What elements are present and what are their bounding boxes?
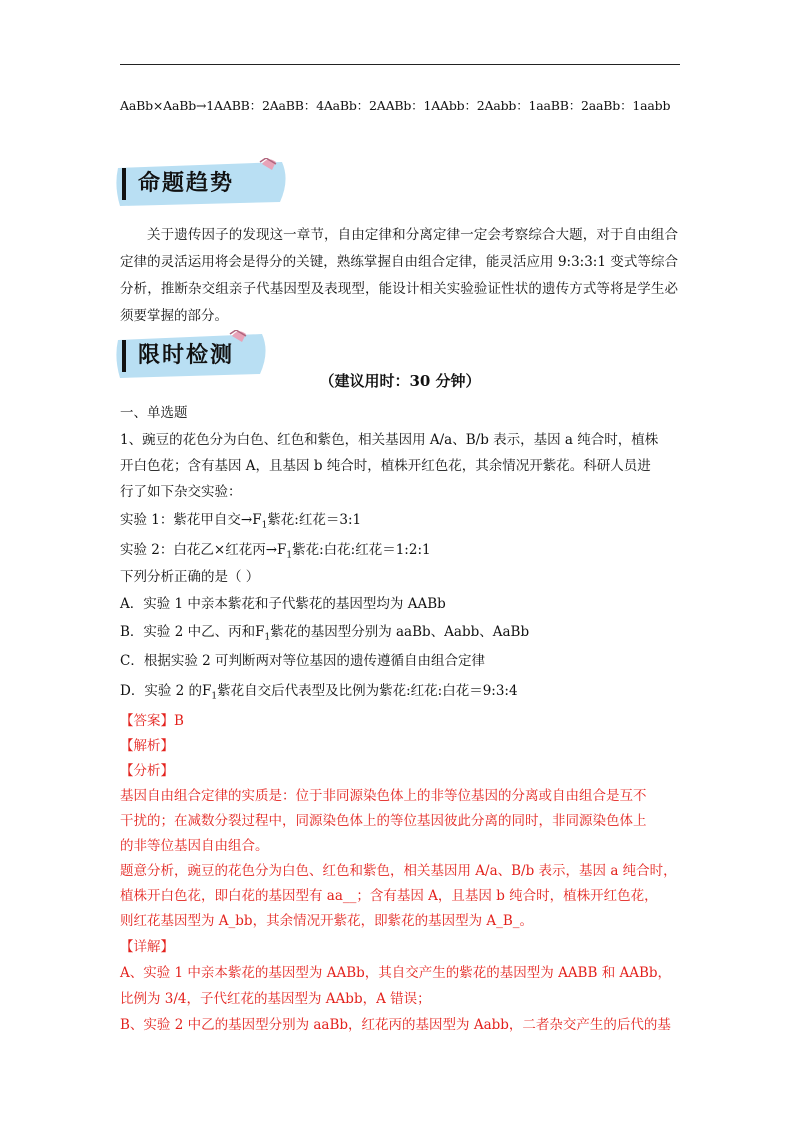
fenxi-label: 【分析】 — [120, 763, 174, 779]
fenxi-line: 干扰的；在减数分裂过程中，同源染色体上的等位基因彼此分离的同时，非同源染色体上 — [120, 813, 647, 829]
detail-line: A、实验 1 中亲本紫花的基因型为 AABb，其自交产生的紫花的基因型为 AABB 和 AABb， — [120, 965, 672, 981]
question-stem-line: 行了如下杂交实验： — [120, 484, 242, 500]
detail-line: B、实验 2 中乙的基因型分别为 aaBb，红花丙的基因型为 Aabb，二者杂交产生的后代的基 — [120, 1017, 671, 1033]
question-ask: 下列分析正确的是（ ） — [120, 569, 260, 585]
fenxi-line: 基因自由组合定律的实质是：位于非同源染色体上的非等位基因的分离或自由组合是互不 — [120, 788, 647, 804]
fenxi-line: 植株开白色花，即白花的基因型有 aa__；含有基因 A，且基因 b 纯合时，植株开红色花， — [120, 888, 658, 904]
question-stem-line: 开白色花；含有基因 A，且基因 b 纯合时，植株开红色花，其余情况开紫花。科研人员进 — [120, 458, 651, 474]
trend-paragraph: 关于遗传因子的发现这一章节，自由定律和分离定律一定会考察综合大题，对于自由组合定律的灵活运用将会是得分的关键，熟练掌握自由组合定律，能灵活应用 9:3:3:1 变式等综合分析，推断杂交组亲子代基因型及表现型，能设计相关实验验证性状的遗传方式等将是学生必须要掌握的部分。 — [120, 227, 678, 324]
suggested-time: （建议用时：30 分钟） — [319, 372, 481, 390]
header-rule — [120, 64, 680, 65]
option-d: D．实验 2 的$F_1$紫花自交后代表型及比例为紫花:红花:白花＝9:3:4 — [120, 683, 518, 702]
question-stem-line: 1、豌豆的花色分为白色、红色和紫色，相关基因用 A/a、B/b 表示，基因 a 纯合时，植株 — [120, 432, 659, 448]
detail-label: 【详解】 — [120, 939, 174, 955]
experiment-1: 实验 1：紫花甲自交$\to F_1$紫花:红花＝3:1 — [120, 512, 362, 531]
option-a: A．实验 1 中亲本紫花和子代紫花的基因型均为 AABb — [120, 596, 446, 612]
fenxi-line: 题意分析，豌豆的花色分为白色、红色和紫色，相关基因用 A/a、B/b 表示，基因 a 纯合时， — [120, 863, 677, 879]
section-heading: 一、单选题 — [120, 405, 188, 421]
cross-equation: AaBb×AaBb→1AABB：2AaBB：4AaBb：2AABb：1AAbb：2Aabb：1aaBB：2aaBb：1aabb — [120, 98, 671, 113]
experiment-2: 实验 2：白花乙×红花丙$\to F_1$紫花:白花:红花＝1:2:1 — [120, 542, 431, 561]
option-b: B．实验 2 中乙、丙和$F_1$紫花的基因型分别为 aaBb、Aabb、AaBb — [120, 624, 530, 643]
answer-line: 【答案】B — [120, 713, 184, 729]
fenxi-line: 的非等位基因自由组合。 — [120, 838, 269, 854]
trend-banner — [112, 158, 292, 208]
option-c: C．根据实验 2 可判断两对等位基因的遗传遵循自由组合定律 — [120, 653, 486, 669]
trend-title: 命题趋势 — [138, 171, 235, 196]
fenxi-line: 则红花基因型为 A_bb，其余情况开紫花，即紫花的基因型为 A_B_。 — [120, 913, 534, 929]
analysis-label: 【解析】 — [120, 738, 174, 754]
detail-line: 比例为 3/4，子代红花的基因型为 AAbb，A 错误； — [120, 991, 431, 1007]
test-title: 限时检测 — [138, 343, 235, 368]
